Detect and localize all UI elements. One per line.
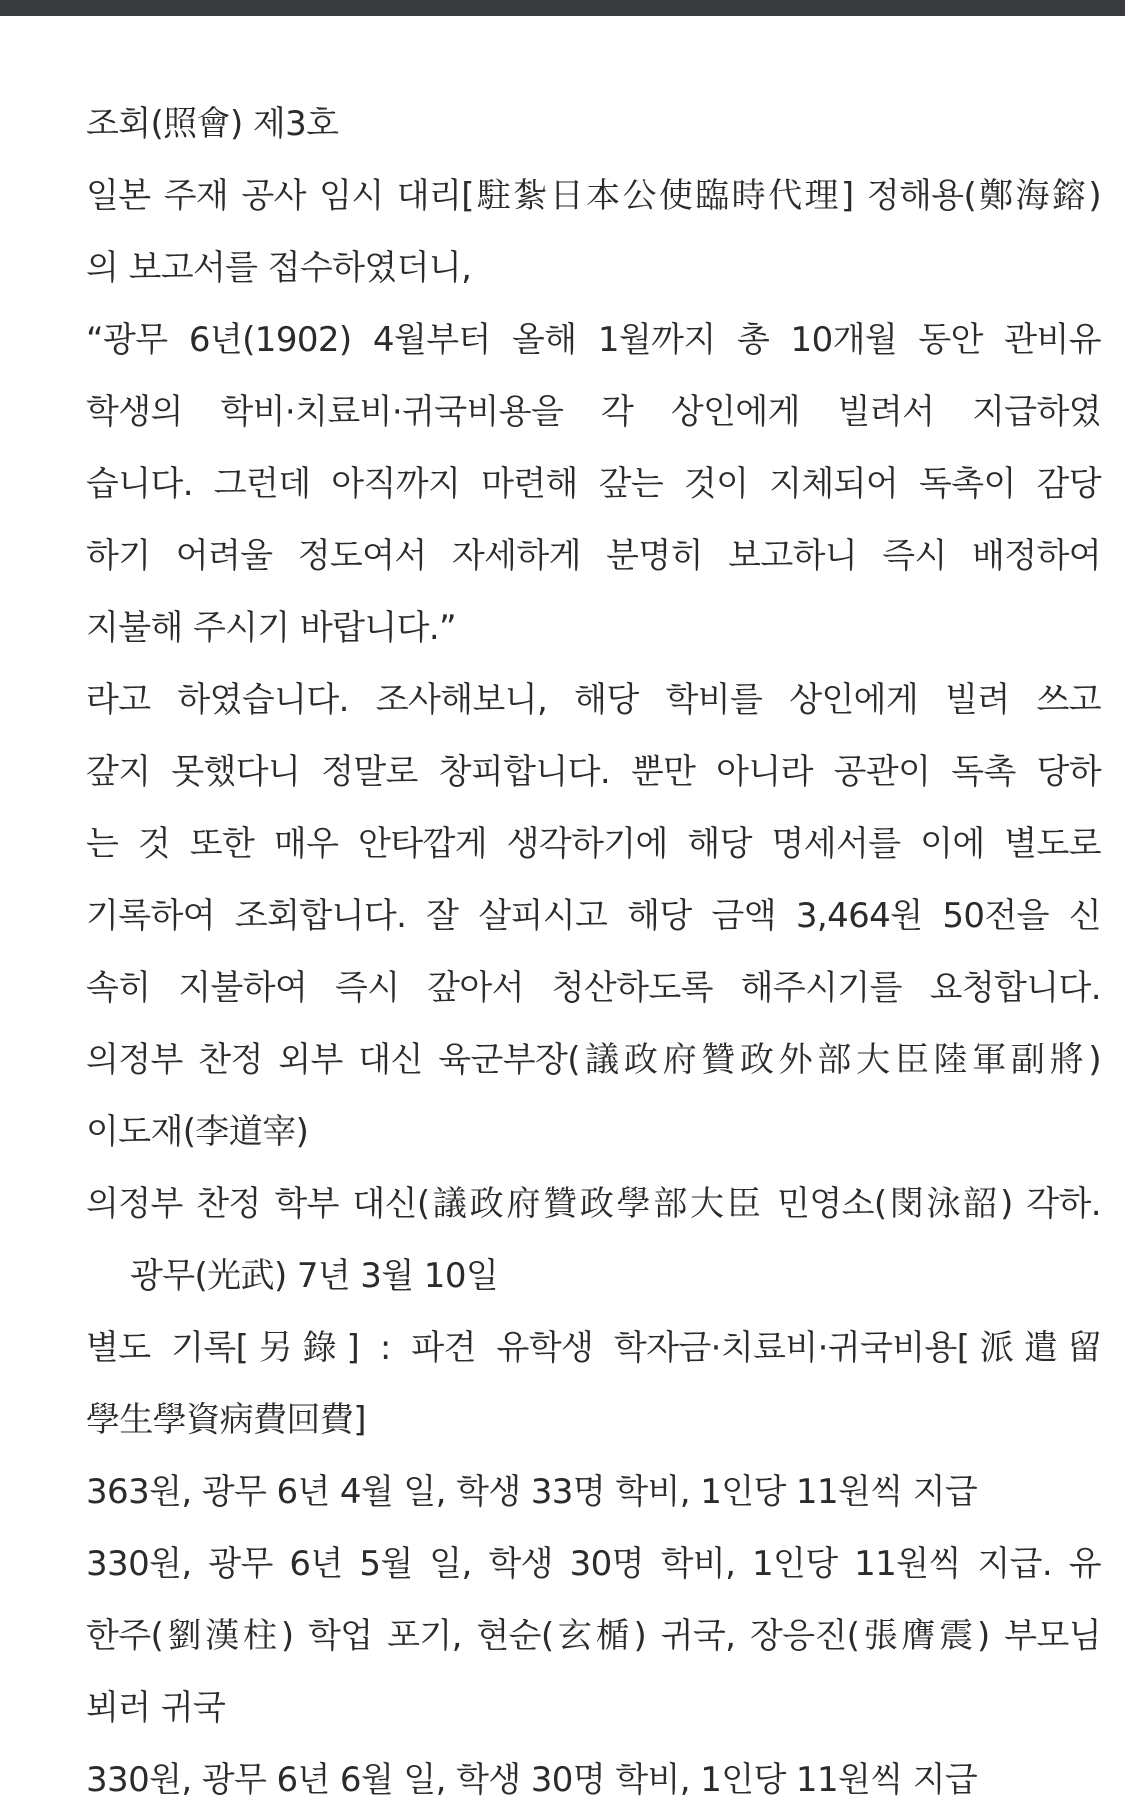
ledger-entry: 363원, 광무 6년 4월 일, 학생 33명 학비, 1인당 11원씩 지급	[86, 1472, 978, 1512]
appendix-heading: 별도 기록[另錄] : 파견 유학생 학자금·치료비·귀국비용[派遣留	[86, 1328, 1101, 1368]
appendix-heading-cont: 學生學資病費回費]	[86, 1400, 366, 1440]
text-line: 일본 주재 공사 임시 대리[駐紮日本公使臨時代理] 정해용(鄭海鎔)	[86, 176, 1101, 216]
text-line: 하기 어려울 정도여서 자세하게 분명히 보고하니 즉시 배정하여	[86, 536, 1101, 576]
text-line: 라고 하였습니다. 조사해보니, 해당 학비를 상인에게 빌려 쓰고	[86, 680, 1101, 720]
text-line: “광무 6년(1902) 4월부터 올해 1월까지 총 10개월 동안 관비유	[86, 320, 1101, 360]
top-status-bar	[0, 0, 1125, 16]
text-line: 기록하여 조회합니다. 잘 살피시고 해당 금액 3,464원 50전을 신	[86, 896, 1101, 936]
text-line: 지불해 주시기 바랍니다.”	[86, 608, 457, 648]
ledger-entry-cont: 뵈러 귀국	[86, 1688, 226, 1728]
text-line: 의 보고서를 접수하였더니,	[86, 248, 472, 288]
ledger-entry: 330원, 광무 6년 5월 일, 학생 30명 학비, 1인당 11원씩 지급. 유	[86, 1544, 1101, 1584]
text-line: 학생의 학비·치료비·귀국비용을 각 상인에게 빌려서 지급하였	[86, 392, 1101, 432]
recipient-line: 의정부 찬정 학부 대신(議政府贊政學部大臣 민영소(閔泳韶) 각하.	[86, 1184, 1101, 1224]
text-line: 갚지 못했다니 정말로 창피합니다. 뿐만 아니라 공관이 독촉 당하	[86, 752, 1101, 792]
date-line: 광무(光武) 7년 3월 10일	[130, 1256, 499, 1296]
text-line: 습니다. 그런데 아직까지 마련해 갚는 것이 지체되어 독촉이 감당	[86, 464, 1101, 504]
ledger-entry: 330원, 광무 6년 6월 일, 학생 30명 학비, 1인당 11원씩 지급	[86, 1760, 978, 1800]
sender-name: 이도재(李道宰)	[86, 1112, 309, 1152]
ledger-entry-cont: 한주(劉漢柱) 학업 포기, 현순(玄楯) 귀국, 장응진(張膺震) 부모님	[86, 1616, 1101, 1656]
text-line: 는 것 또한 매우 안타깝게 생각하기에 해당 명세서를 이에 별도로	[86, 824, 1101, 864]
doc-title: 조회(照會) 제3호	[86, 104, 339, 144]
sender-line: 의정부 찬정 외부 대신 육군부장(議政府贊政外部大臣陸軍副將)	[86, 1040, 1101, 1080]
document-body	[86, 88, 1101, 1816]
text-line: 속히 지불하여 즉시 갚아서 청산하도록 해주시기를 요청합니다.	[86, 968, 1101, 1008]
